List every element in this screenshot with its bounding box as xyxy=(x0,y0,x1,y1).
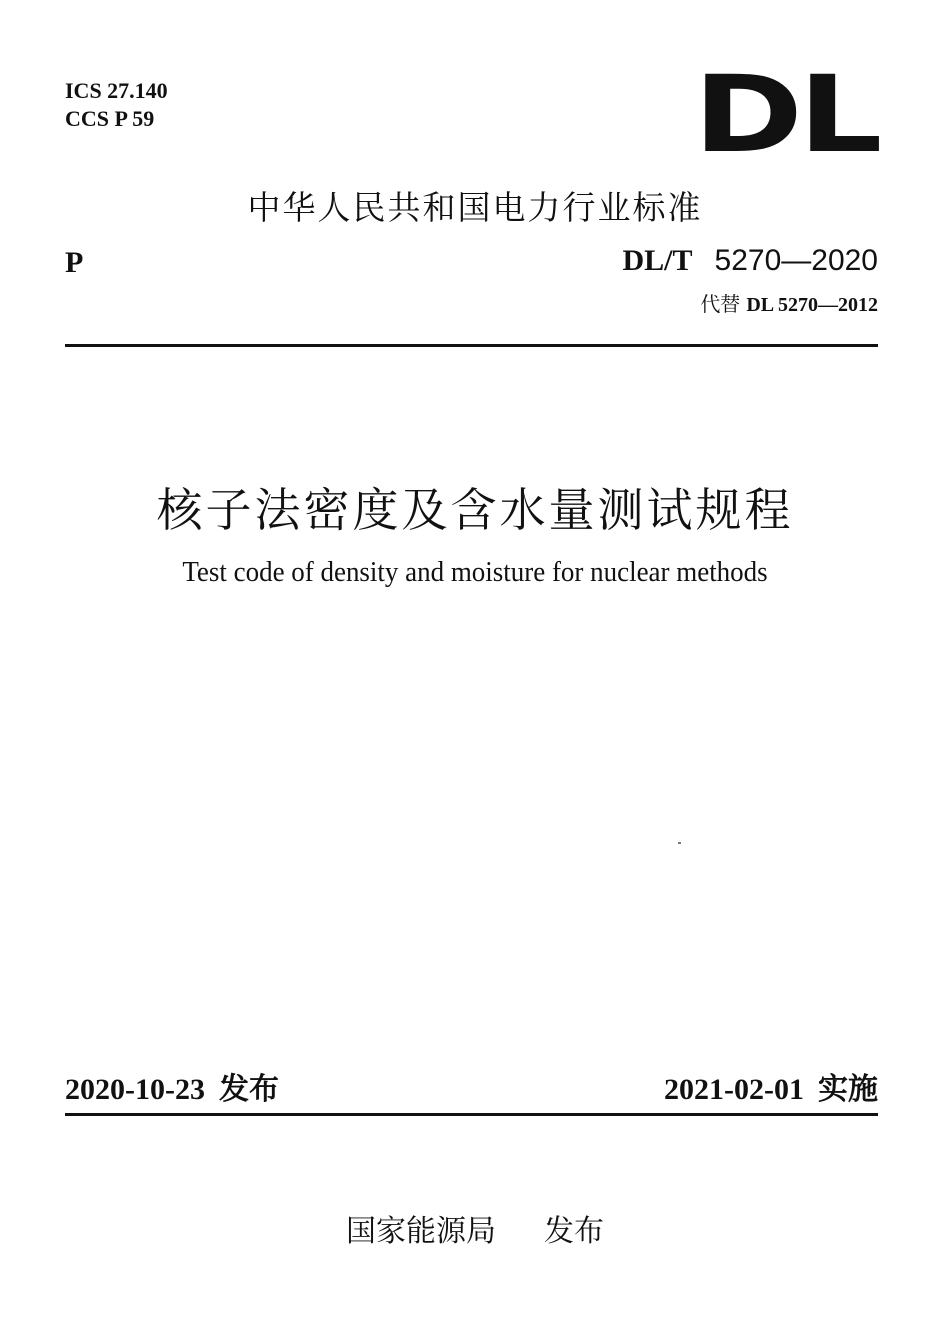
standard-number xyxy=(622,243,878,278)
replaces-line xyxy=(700,288,878,317)
title-chinese: 核子法密度及含水量测试规程 xyxy=(156,483,794,537)
issuer-action: 发布 xyxy=(544,1214,604,1249)
replaces-label: 代替 xyxy=(700,292,741,316)
standard-number-value: 5270—2020 xyxy=(714,244,878,277)
issuer-name: 国家能源局 xyxy=(346,1214,496,1249)
effective-date-value: 2021-02-01 xyxy=(664,1073,804,1106)
standard-prefix: DL/T xyxy=(622,244,693,277)
replaces-number: DL 5270—2012 xyxy=(746,294,878,316)
title-english: Test code of density and moisture for nuclear methods xyxy=(182,556,768,588)
ccs-code: CCS P 59 xyxy=(65,106,155,131)
category-code: P xyxy=(65,246,84,279)
top-divider xyxy=(65,344,878,347)
effective-date xyxy=(664,1064,878,1108)
publish-date-value: 2020-10-23 xyxy=(65,1073,205,1106)
issuer-line xyxy=(0,1206,950,1250)
dl-logo: DL xyxy=(693,53,878,176)
speck xyxy=(678,842,681,844)
bottom-divider xyxy=(65,1113,878,1116)
publish-label: 发布 xyxy=(218,1072,279,1107)
ics-code: ICS 27.140 xyxy=(65,78,168,103)
effective-label: 实施 xyxy=(818,1072,878,1107)
publish-date xyxy=(65,1064,279,1108)
classification-codes xyxy=(65,77,168,133)
industry-standard-heading: 中华人民共和国电力行业标准 xyxy=(247,188,703,227)
